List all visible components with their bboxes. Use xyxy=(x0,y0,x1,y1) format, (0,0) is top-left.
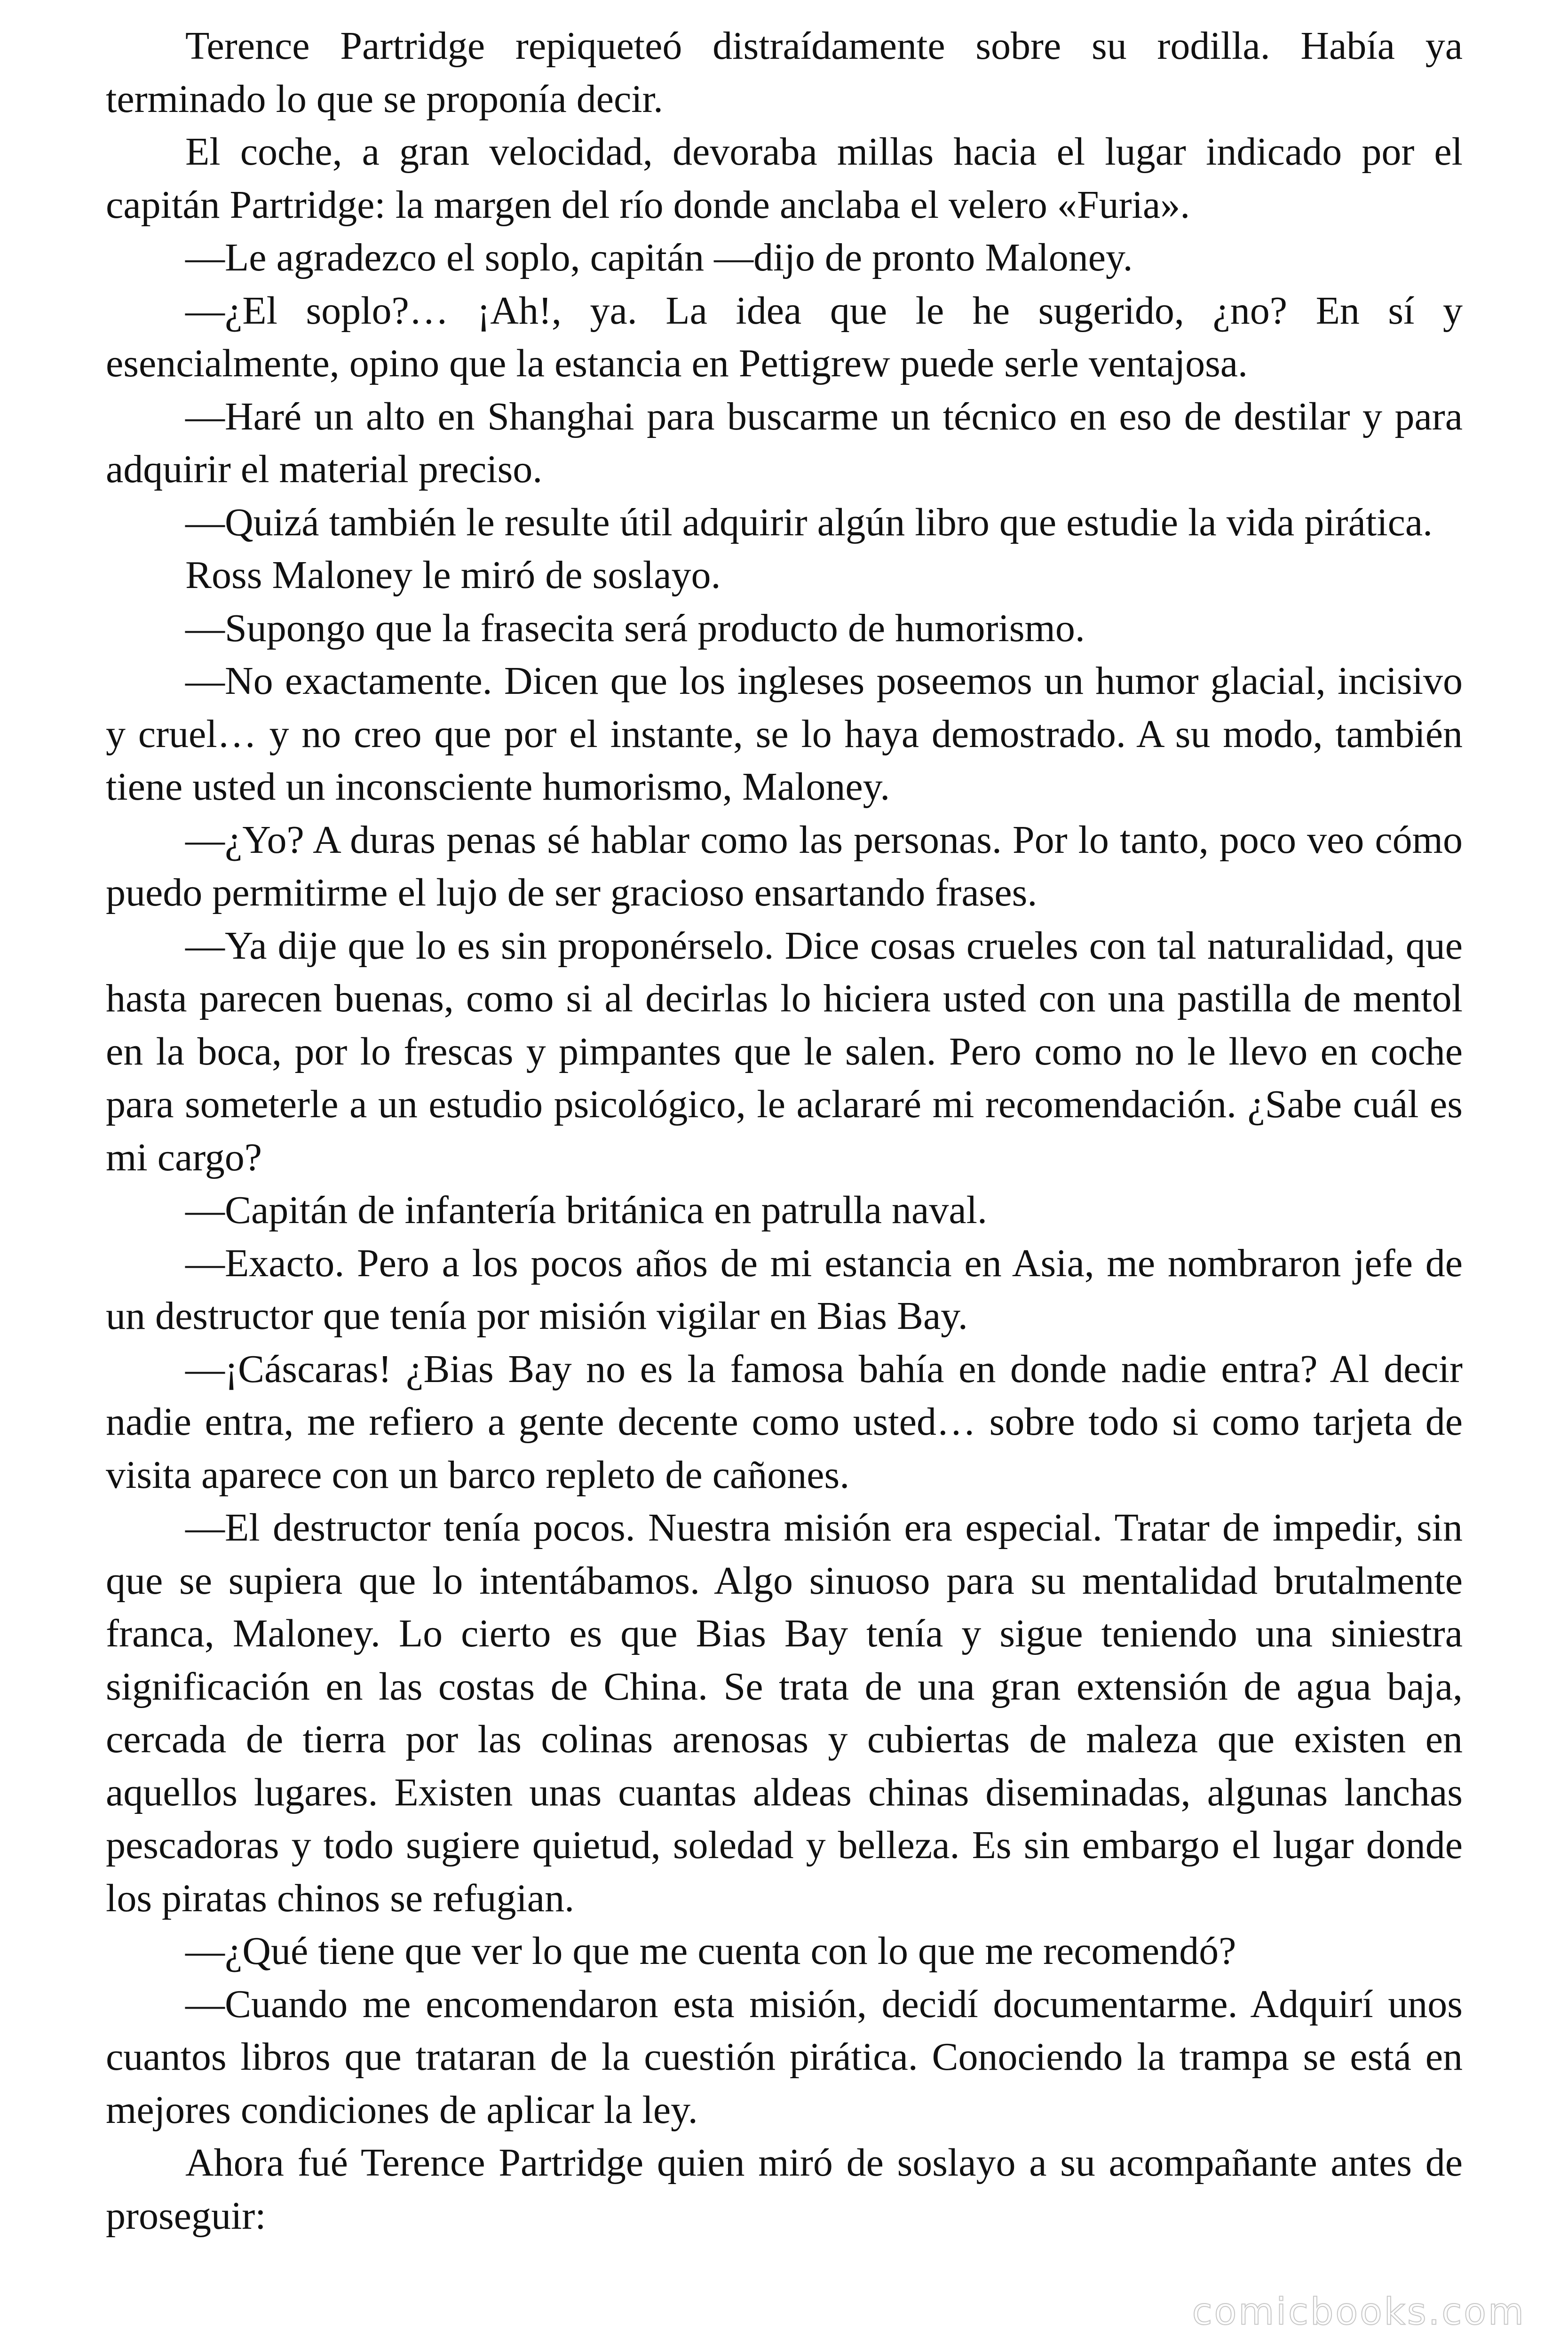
paragraph: —¿El soplo?… ¡Ah!, ya. La idea que le he sugerido, ¿no? En sí y esencialmente, opino que la estancia en Pettigrew puede serle ventajosa. xyxy=(106,288,1463,385)
watermark: comicbooks.com xyxy=(1192,2291,1526,2333)
paragraph: Ahora fué Terence Partridge quien miró de soslayo a su acompañante antes de proseguir: xyxy=(106,2141,1463,2238)
paragraph: Ross Maloney le miró de soslayo. xyxy=(185,553,721,597)
paragraph: —Ya dije que lo es sin proponérselo. Dice cosas crueles con tal naturalidad, que hasta parecen buenas, como si al decirlas lo hiciera usted con una pastilla de mentol en la boca, por lo frescas y pimpantes que le salen. Pero como no le llevo en coche para someterle a un estudio psicológico, le aclararé mi recomendación. ¿Sabe cuál es mi cargo? xyxy=(106,923,1463,1179)
paragraph: —Cuando me encomendaron esta misión, decidí documentarme. Adquirí unos cuantos libros que trataran de la cuestión pirática. Conociendo la trampa se está en mejores condiciones de aplicar la ley. xyxy=(106,1982,1463,2132)
paragraph: Terence Partridge repiqueteó distraídamente sobre su rodilla. Había ya terminado lo que se proponía decir. xyxy=(106,24,1463,121)
paragraph: El coche, a gran velocidad, devoraba millas hacia el lugar indicado por el capitán Partridge: la margen del río donde anclaba el velero «Furia». xyxy=(106,130,1463,227)
paragraph: —Quizá también le resulte útil adquirir algún libro que estudie la vida pirática. xyxy=(185,500,1433,544)
paragraph: —Capitán de infantería británica en patrulla naval. xyxy=(185,1188,987,1232)
paragraph: —El destructor tenía pocos. Nuestra misión era especial. Tratar de impedir, sin que se supiera que lo intentábamos. Algo sinuoso para su mentalidad brutalmente franca, Maloney. Lo cierto es que Bias Bay tenía y sigue teniendo una siniestra significación en las costas de China. Se trata de una gran extensión de agua baja, cercada de tierra por las colinas arenosas y cubiertas de maleza que existen en aquellos lugares. Existen unas cuantas aldeas chinas diseminadas, algunas lanchas pescadoras y todo sugiere quietud, soledad y belleza. Es sin embargo el lugar donde los piratas chinos se refugian. xyxy=(106,1506,1463,1920)
paragraph: —No exactamente. Dicen que los ingleses poseemos un humor glacial, incisivo y cruel… y no creo que por el instante, se lo haya demostrado. A su modo, también tiene usted un inconsciente humorismo, Maloney. xyxy=(106,659,1463,809)
paragraph: —¡Cáscaras! ¿Bias Bay no es la famosa bahía en donde nadie entra? Al decir nadie entra, me refiero a gente decente como usted… sobre todo si como tarjeta de visita aparece con un barco repleto de cañones. xyxy=(106,1347,1463,1497)
page-body xyxy=(106,20,1463,2242)
paragraph: —Le agradezco el soplo, capitán —dijo de pronto Maloney. xyxy=(185,236,1133,279)
paragraph: —¿Yo? A duras penas sé hablar como las personas. Por lo tanto, poco veo cómo puedo permitirme el lujo de ser gracioso ensartando frases. xyxy=(106,818,1463,914)
paragraph: —¿Qué tiene que ver lo que me cuenta con lo que me recomendó? xyxy=(185,1929,1236,1973)
paragraph: —Haré un alto en Shanghai para buscarme un técnico en eso de destilar y para adquirir el material preciso. xyxy=(106,394,1463,491)
paragraph: —Supongo que la frasecita será producto de humorismo. xyxy=(185,606,1085,650)
paragraph: —Exacto. Pero a los pocos años de mi estancia en Asia, me nombraron jefe de un destructor que tenía por misión vigilar en Bias Bay. xyxy=(106,1241,1463,1338)
